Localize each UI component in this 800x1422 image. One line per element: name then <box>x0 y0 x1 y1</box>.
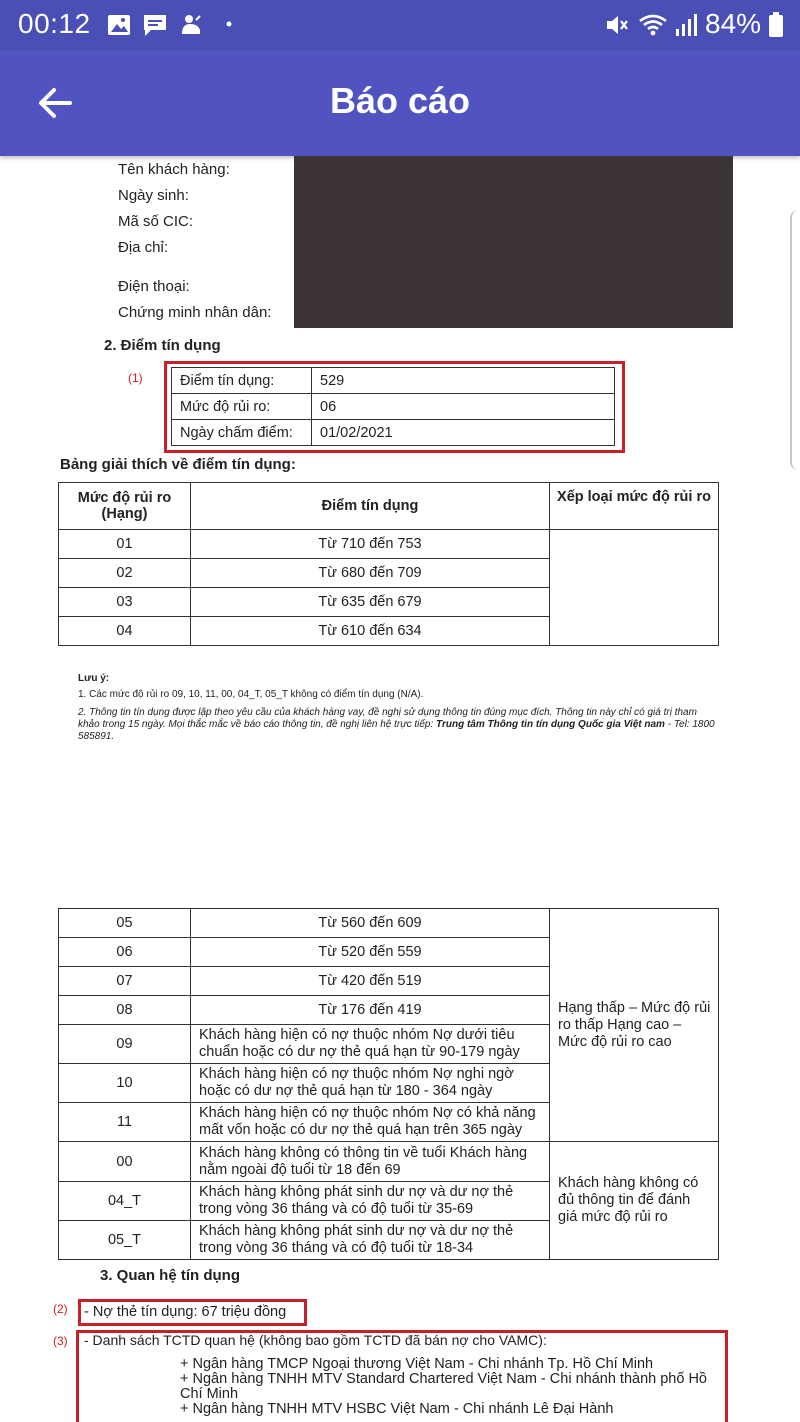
card-debt-text: - Nợ thẻ tín dụng: 67 triệu đồng <box>84 1304 287 1320</box>
list-item: + Ngân hàng TMCP Ngoại thương Việt Nam - Chi nhánh Tp. Hồ Chí Minh <box>180 1356 654 1372</box>
image-icon <box>106 12 132 38</box>
score-date-value: 01/02/2021 <box>312 420 615 446</box>
score-cell: Khách hàng hiện có nợ thuộc nhóm Nợ có khả năng mất vốn hoặc có dư nợ thẻ quá hạn trên 365 ngày <box>191 1103 550 1142</box>
rank-cell: 04 <box>59 617 191 646</box>
report-document[interactable] <box>0 156 800 1422</box>
score-cell: Khách hàng hiện có nợ thuộc nhóm Nợ dưới tiêu chuẩn hoặc có dư nợ thẻ quá hạn từ 90-179 ngày <box>191 1025 550 1064</box>
cic-code-label: Mã số CIC: <box>118 213 194 230</box>
id-card-label: Chứng minh nhân dân: <box>118 304 272 321</box>
rank-cell: 05 <box>59 909 191 938</box>
table-row <box>59 1142 719 1182</box>
battery-percent: 84% <box>705 8 762 39</box>
score-cell: Khách hàng không phát sinh dư nợ và dư nợ thẻ trong vòng 36 tháng và có độ tuổi từ 18-34 <box>191 1221 550 1260</box>
score-cell: Từ 710 đến 753 <box>191 530 550 559</box>
credit-score-table <box>171 367 615 446</box>
scroll-handle[interactable] <box>790 210 800 470</box>
table-row <box>59 909 719 938</box>
message-icon <box>142 12 168 38</box>
risk-class-cell: Hạng thấp – Mức độ rủi ro thấp Hạng cao – Mức độ rủi ro cao <box>550 909 719 1142</box>
rank-cell: 08 <box>59 996 191 1025</box>
score-cell: Khách hàng không phát sinh dư nợ và dư nợ thẻ trong vòng 36 tháng và có độ tuổi từ 35-69 <box>191 1182 550 1221</box>
bank-list-title: - Danh sách TCTD quan hệ (không bao gồm TCTD đã bán nợ cho VAMC): <box>84 1332 547 1348</box>
score-cell: Từ 610 đến 634 <box>191 617 550 646</box>
rank-cell: 00 <box>59 1142 191 1182</box>
header-risk-class: Xếp loại mức độ rủi ro <box>550 483 719 530</box>
rank-cell: 01 <box>59 530 191 559</box>
explanation-table-continued <box>58 908 719 1260</box>
battery-icon <box>768 12 784 38</box>
explanation-table <box>58 482 719 646</box>
rank-cell: 07 <box>59 967 191 996</box>
app-bar <box>0 50 800 156</box>
list-item: + Ngân hàng TNHH MTV Standard Chartered Việt Nam - Chi nhánh thành phố Hồ Chí Minh <box>180 1371 707 1402</box>
rank-cell: 03 <box>59 588 191 617</box>
explanation-title: Bảng giải thích về điểm tín dụng: <box>60 456 296 473</box>
score-cell: Từ 680 đến 709 <box>191 559 550 588</box>
redacted-personal-info <box>294 156 733 328</box>
score-cell: Từ 520 đến 559 <box>191 938 550 967</box>
score-cell: Từ 420 đến 519 <box>191 967 550 996</box>
risk-class-cell: Khách hàng không có đủ thông tin để đánh giá mức độ rủi ro <box>550 1142 719 1260</box>
address-label: Địa chỉ: <box>118 239 169 256</box>
bank-list <box>180 1357 720 1417</box>
risk-level-label: Mức độ rủi ro: <box>172 394 312 420</box>
score-cell: Từ 560 đến 609 <box>191 909 550 938</box>
list-item: + Ngân hàng TNHH MTV HSBC Việt Nam - Chi nhánh Lê Đại Hành <box>180 1401 614 1417</box>
wifi-icon <box>638 12 668 38</box>
marker-2: (2) <box>53 1302 68 1316</box>
score-cell: Khách hàng không có thông tin về tuổi Khách hàng nằm ngoài độ tuổi từ 18 đến 69 <box>191 1142 550 1182</box>
customer-name-label: Tên khách hàng: <box>118 161 230 178</box>
header-credit-score: Điểm tín dụng <box>191 483 550 530</box>
rank-cell: 11 <box>59 1103 191 1142</box>
mute-icon <box>604 12 630 38</box>
rank-cell: 05_T <box>59 1221 191 1260</box>
note-line-1: 1. Các mức độ rủi ro 09, 10, 11, 00, 04_T, 05_T không có điểm tín dụng (N/A). <box>78 689 424 700</box>
table-row <box>59 530 719 559</box>
rank-cell: 02 <box>59 559 191 588</box>
marker-3: (3) <box>53 1334 68 1348</box>
score-label: Điểm tín dụng: <box>172 368 312 394</box>
page-title: Báo cáo <box>329 80 471 121</box>
score-value: 529 <box>312 368 615 394</box>
rank-cell: 09 <box>59 1025 191 1064</box>
birth-date-label: Ngày sinh: <box>118 187 189 204</box>
notes-title: Lưu ý: <box>78 673 110 684</box>
credit-score-section-title: 2. Điểm tín dụng <box>104 337 221 354</box>
risk-level-value: 06 <box>312 394 615 420</box>
risk-class-cell <box>550 530 719 646</box>
score-cell: Khách hàng hiện có nợ thuộc nhóm Nợ nghi ngờ hoặc có dư nợ thẻ quá hạn từ 180 - 364 ngày <box>191 1064 550 1103</box>
rank-cell: 10 <box>59 1064 191 1103</box>
rank-cell: 04_T <box>59 1182 191 1221</box>
signal-icon <box>674 12 698 38</box>
dot-icon <box>224 12 234 38</box>
table-row <box>172 394 615 420</box>
phone-label: Điện thoại: <box>118 278 190 295</box>
table-header-row <box>59 483 719 530</box>
note-line-2: 2. Thông tin tín dụng được lập theo yêu cầu của khách hàng vay, đề nghị sử dụng thông tin đúng mục đích. Thông tin này chỉ có giá trị tham khảo trong 15 ngày. Mọi thắc mắc về báo cáo thông tin, đề nghị liên hệ trực tiếp: Trung tâm Thông tin tín dụng Quốc gia Việt nam - Tel: 1800 585891. <box>78 707 715 742</box>
rank-cell: 06 <box>59 938 191 967</box>
marker-1: (1) <box>128 371 143 385</box>
table-row <box>172 368 615 394</box>
score-cell: Từ 635 đến 679 <box>191 588 550 617</box>
app-notification-icon <box>178 12 204 38</box>
score-date-label: Ngày chấm điểm: <box>172 420 312 446</box>
status-bar <box>0 0 800 50</box>
credit-relations-section-title: 3. Quan hệ tín dụng <box>100 1267 240 1284</box>
status-time: 00:12 <box>18 8 91 39</box>
score-cell: Từ 176 đến 419 <box>191 996 550 1025</box>
table-row <box>172 420 615 446</box>
header-risk-rank: Mức độ rủi ro (Hạng) <box>59 483 191 530</box>
